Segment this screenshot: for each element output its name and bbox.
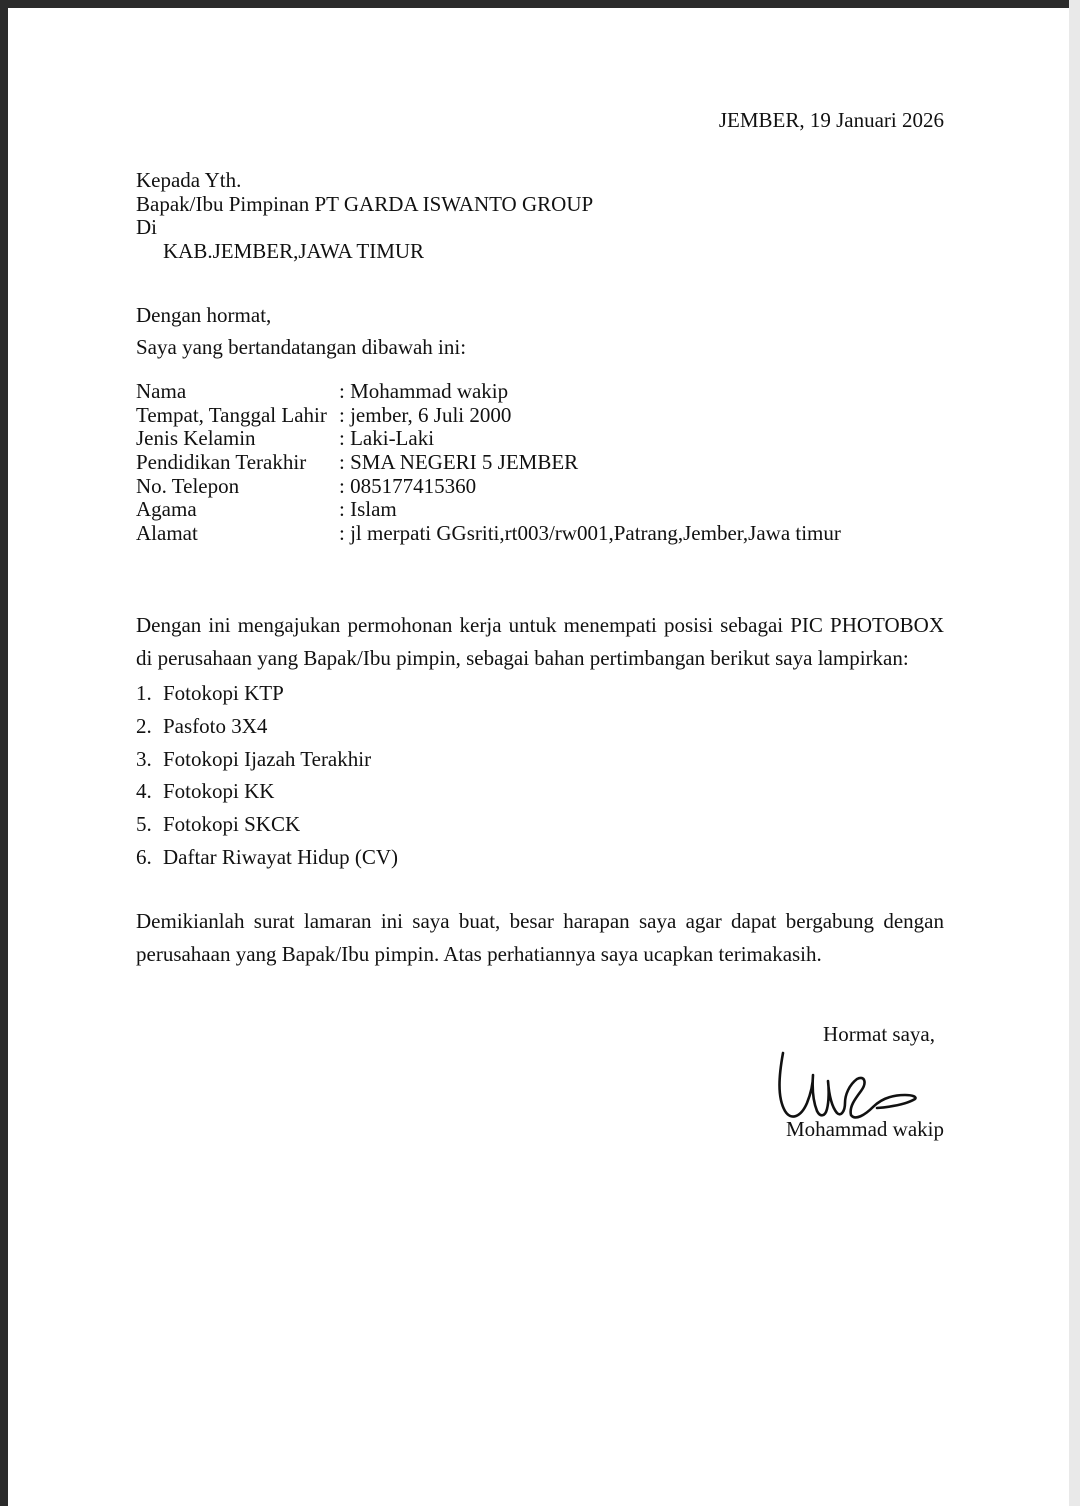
- identity-row: [136, 522, 841, 546]
- list-item-text: Fotokopi KK: [163, 779, 275, 804]
- list-item-number: 3.: [136, 746, 152, 771]
- body-paragraph-block: [136, 609, 944, 674]
- identity-row: [136, 404, 841, 428]
- window-edge: [1069, 0, 1080, 1506]
- greeting-salutation: Dengan hormat,: [136, 303, 272, 327]
- list-item: [136, 808, 398, 841]
- addressee-recipient: Bapak/Ibu Pimpinan PT GARDA ISWANTO GROUP: [136, 191, 594, 216]
- list-item: [136, 841, 398, 874]
- identity-label: Tempat, Tanggal Lahir: [136, 402, 327, 427]
- list-item: [136, 677, 398, 710]
- list-item-number: 2.: [136, 713, 152, 738]
- identity-value: : jl merpati GGsriti,rt003/rw001,Patrang,Jember,Jawa timur: [339, 521, 841, 546]
- attachment-list: [136, 677, 398, 874]
- identity-label: Nama: [136, 379, 187, 403]
- identity-label: No. Telepon: [136, 473, 240, 498]
- identity-row: [136, 380, 841, 404]
- list-item-number: 6.: [136, 844, 152, 869]
- list-item-text: Pasfoto 3X4: [163, 713, 268, 738]
- addressee-block: [136, 169, 593, 263]
- list-item-number: 4.: [136, 779, 152, 804]
- closing-paragraph-block: [136, 905, 944, 970]
- identity-value: : 085177415360: [339, 473, 477, 498]
- identity-row: [136, 451, 841, 475]
- greeting-intro: Saya yang bertandatangan dibawah ini:: [136, 335, 467, 359]
- identity-row: [136, 475, 841, 499]
- identity-row: [136, 427, 841, 451]
- addressee-location: KAB.JEMBER,JAWA TIMUR: [163, 238, 425, 263]
- handwritten-signature: [765, 1045, 925, 1125]
- identity-value: : Laki-Laki: [339, 426, 435, 451]
- identity-value: : Islam: [339, 497, 397, 522]
- list-item: [136, 743, 398, 776]
- identity-table: [136, 380, 841, 546]
- list-item-number: 5.: [136, 812, 152, 837]
- signature-greeting: Hormat saya,: [823, 1022, 935, 1046]
- list-item-text: Fotokopi KTP: [163, 681, 284, 705]
- identity-value: : SMA NEGERI 5 JEMBER: [339, 450, 579, 475]
- identity-value: : Mohammad wakip: [339, 379, 509, 403]
- greeting-block: [136, 299, 466, 363]
- body-paragraph: Dengan ini mengajukan permohonan kerja untuk menempati posisi sebagai PIC PHOTOBOX di perusahaan yang Bapak/Ibu pimpin, sebagai bahan pertimbangan berikut saya lampirkan:: [136, 613, 944, 670]
- list-item-number: 1.: [136, 681, 152, 705]
- list-item-text: Daftar Riwayat Hidup (CV): [163, 844, 399, 869]
- list-item: [136, 710, 398, 743]
- identity-value: : jember, 6 Juli 2000: [339, 402, 512, 427]
- letter-page: [8, 8, 1069, 1506]
- identity-label: Pendidikan Terakhir: [136, 450, 307, 475]
- list-item-text: Fotokopi SKCK: [163, 812, 301, 837]
- closing-paragraph: Demikianlah surat lamaran ini saya buat, besar harapan saya agar dapat bergabung dengan perusahaan yang Bapak/Ibu pimpin. Atas perhatiannya saya ucapkan terimakasih.: [136, 909, 944, 966]
- letter-date: JEMBER, 19 Januari 2026: [718, 108, 944, 132]
- identity-row: [136, 498, 841, 522]
- list-item-text: Fotokopi Ijazah Terakhir: [163, 746, 372, 771]
- identity-label: Jenis Kelamin: [136, 426, 256, 451]
- addressee-salutation: Kepada Yth.: [136, 168, 242, 192]
- list-item: [136, 775, 398, 808]
- identity-label: Alamat: [136, 521, 198, 546]
- signer-name: Mohammad wakip: [785, 1117, 944, 1141]
- identity-label: Agama: [136, 497, 197, 522]
- addressee-di: Di: [136, 215, 157, 239]
- signature-block: [764, 1023, 944, 1148]
